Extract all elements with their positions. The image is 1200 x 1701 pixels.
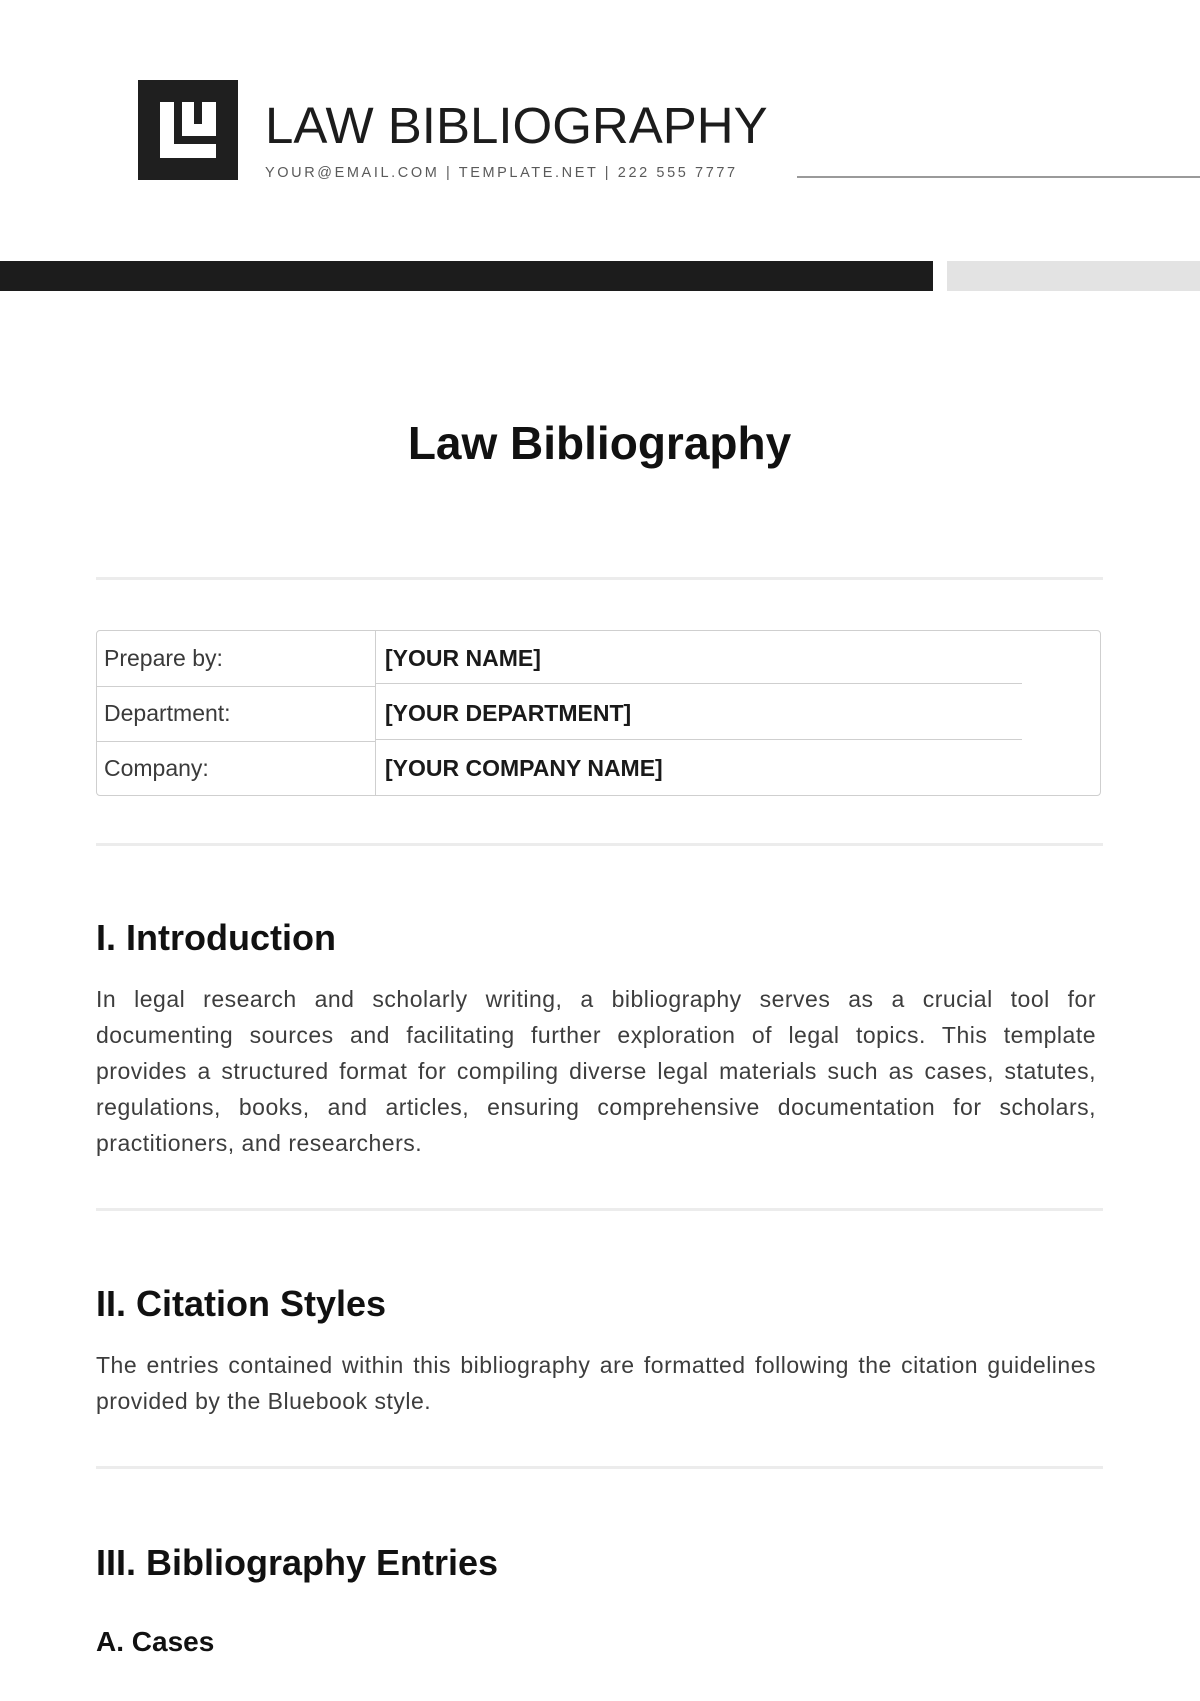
divider: [96, 843, 1103, 846]
introduction-paragraph: In legal research and scholarly writing, a bibliography serves as a crucial tool for documenting sources and facilitating further exploration of legal topics. This template provides a structured format for compiling diverse legal materials such as cases, statutes, regulations, books, and articles, ensuring comprehensive documentation for scholars, practitioners, and researchers.: [96, 986, 1096, 1156]
company-value: [YOUR COMPANY NAME]: [385, 755, 663, 781]
table-row: [97, 686, 1100, 741]
header-band-dark: [0, 261, 933, 291]
bibliography-entries-heading: III. Bibliography Entries: [96, 1542, 499, 1583]
law-monogram-icon: [138, 80, 238, 180]
brand-logo: [138, 80, 238, 180]
department-value: [YOUR DEPARTMENT]: [385, 700, 632, 726]
company-label: Company:: [104, 755, 209, 781]
divider: [96, 577, 1103, 580]
prepared-by-label: Prepare by:: [104, 645, 223, 671]
citation-styles-paragraph: The entries contained within this bibliography are formatted following the citation guidelines provided by the Bluebook style.: [96, 1352, 1096, 1414]
citation-styles-heading: II. Citation Styles: [96, 1283, 387, 1324]
prepared-by-value: [YOUR NAME]: [385, 645, 541, 671]
info-table: [96, 630, 1101, 796]
header-rule: [797, 176, 1200, 178]
department-label: Department:: [104, 700, 231, 726]
introduction-heading: I. Introduction: [96, 917, 336, 958]
brand-title: LAW BIBLIOGRAPHY: [265, 97, 768, 154]
header-band-light: [947, 261, 1200, 291]
divider: [96, 1466, 1103, 1469]
table-row: [97, 631, 1100, 686]
divider: [96, 1208, 1103, 1211]
brand-contact-line: YOUR@EMAIL.COM | TEMPLATE.NET | 222 555 7777: [265, 165, 738, 181]
table-row: [97, 741, 1100, 796]
cases-subheading: A. Cases: [96, 1626, 215, 1657]
page-title: Law Bibliography: [407, 417, 792, 469]
